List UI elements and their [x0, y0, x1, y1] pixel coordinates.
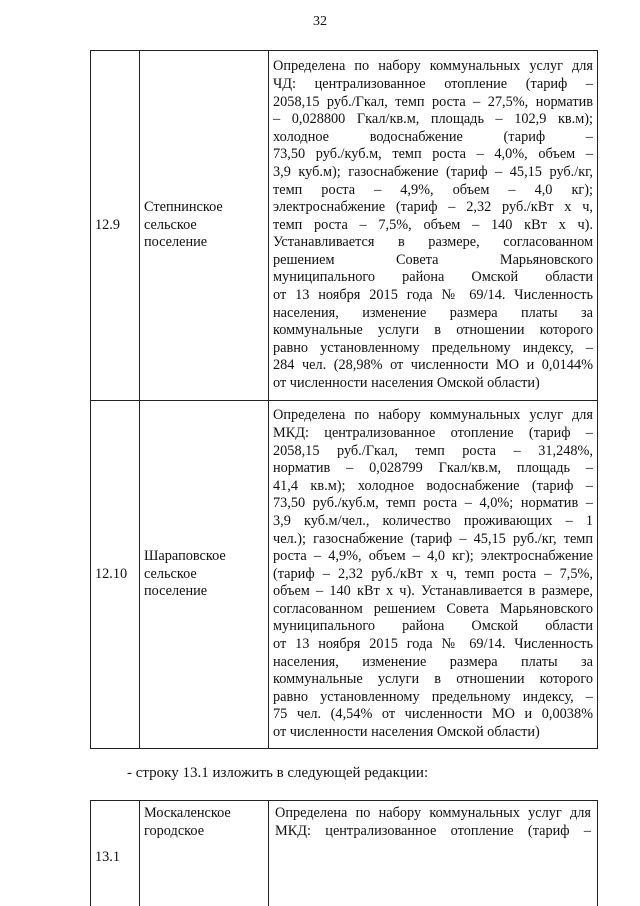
description-line: МКД: централизованное отопление (тариф –	[275, 822, 591, 839]
description-line: муниципального района Омской области	[273, 618, 593, 635]
tariff-table	[90, 50, 598, 749]
description-line: Определена по набору коммунальных услуг для	[273, 407, 593, 424]
table-row	[91, 401, 598, 749]
description-line: муниципального района Омской области	[273, 269, 593, 286]
settlement-name	[140, 801, 269, 906]
description-line: Определена по набору коммунальных услуг для	[275, 805, 591, 821]
page-number: 32	[313, 14, 327, 29]
settlement-description	[269, 801, 598, 906]
settlement-description	[269, 401, 598, 749]
amended-row-table	[90, 800, 598, 906]
description-line: 41,4 кв.м); холодное водоснабжение (тариф –	[273, 477, 593, 494]
description-line: темп роста – 7,5%, объем – 140 кВт х ч).	[273, 216, 593, 233]
description-line: роста – 4,9%, объем – 4,0 кг); электроснабжение	[273, 548, 593, 565]
settlement-name	[140, 401, 269, 749]
description-line: 73,50 руб./куб.м, темп роста – 4,0%; норматив –	[273, 495, 593, 512]
settlement-name-line: городское	[144, 822, 205, 839]
settlement-name-line: поселение	[144, 583, 208, 600]
description-line: от численности населения Омской области)	[273, 724, 540, 741]
description-line: объем – 140 кВт х ч). Устанавливается в размере,	[273, 583, 593, 600]
description-line: 3,9 куб.м/чел., количество проживающих – 1	[273, 512, 593, 529]
description-line: темп роста – 4,9%, объем – 4,0 кг);	[273, 181, 593, 198]
description-line: электроснабжение (тариф – 2,32 руб./кВт х ч,	[273, 199, 593, 216]
amendment-instruction: - строку 13.1 изложить в следующей редакции:	[127, 765, 429, 781]
description-line: согласованном решением Совета Марьяновского	[273, 600, 593, 617]
settlement-name	[140, 51, 269, 401]
description-line: Устанавливается в размере, согласованном	[273, 234, 593, 251]
settlement-name-line: Степнинское	[144, 199, 223, 216]
description-line: МКД: централизованное отопление (тариф –	[273, 424, 593, 441]
settlement-name-line: сельское	[144, 565, 197, 582]
description-line: 284 чел. (28,98% от численности МО и 0,0144%	[273, 357, 593, 374]
description-line: 2058,15 руб./Гкал, темп роста – 27,5%, норматив	[273, 93, 593, 110]
row-number: 12.10	[91, 401, 140, 749]
table-row	[91, 51, 598, 401]
description-line: Определена по набору коммунальных услуг для	[273, 58, 593, 75]
description-line: чел.); газоснабжение (тариф – 45,15 руб./кг, темп	[273, 530, 593, 547]
description-line: коммунальные услуги в отношении которого	[273, 671, 593, 688]
description-line: от численности населения Омской области)	[273, 375, 540, 392]
settlement-description	[269, 51, 598, 401]
settlement-name-line: Шараповское	[144, 548, 226, 565]
description-line: – 0,028800 Гкал/кв.м, площадь – 102,9 кв.м);	[273, 111, 593, 128]
settlement-name-line: сельское	[144, 216, 197, 233]
row-number: 12.9	[91, 51, 140, 401]
description-line: ЧД: централизованное отопление (тариф –	[273, 75, 593, 92]
settlement-name-line: Москаленское	[144, 805, 231, 821]
description-line: решением Совета Марьяновского	[273, 251, 593, 268]
description-line: (тариф – 2,32 руб./кВт х ч, темп роста – 7,5%,	[273, 565, 593, 582]
description-line: коммунальные услуги в отношении которого	[273, 322, 593, 339]
settlement-name-line: поселение	[144, 234, 208, 251]
description-line: от 13 ноября 2015 года № 69/14. Численность	[273, 636, 593, 653]
table-row	[91, 801, 598, 906]
description-line: 3,9 куб.м); газоснабжение (тариф – 45,15 руб./кг,	[273, 163, 593, 180]
description-line: 73,50 руб./куб.м, темп роста – 4,0%, объем –	[273, 146, 593, 163]
description-line: населения, изменение размера платы за	[273, 653, 593, 670]
description-line: от 13 ноября 2015 года № 69/14. Численность	[273, 287, 593, 304]
row-number: 13.1	[91, 801, 140, 906]
description-line: населения, изменение размера платы за	[273, 304, 593, 321]
description-line: холодное водоснабжение (тариф –	[273, 128, 593, 145]
description-line: 2058,15 руб./Гкал, темп роста – 31,248%,	[273, 442, 593, 459]
description-line: равно установленному предельному индексу, –	[273, 688, 593, 705]
description-line: равно установленному предельному индексу, –	[273, 339, 593, 356]
description-line: норматив – 0,028799 Гкал/кв.м, площадь –	[273, 460, 593, 477]
description-line: 75 чел. (4,54% от численности МО и 0,0038%	[273, 706, 593, 723]
